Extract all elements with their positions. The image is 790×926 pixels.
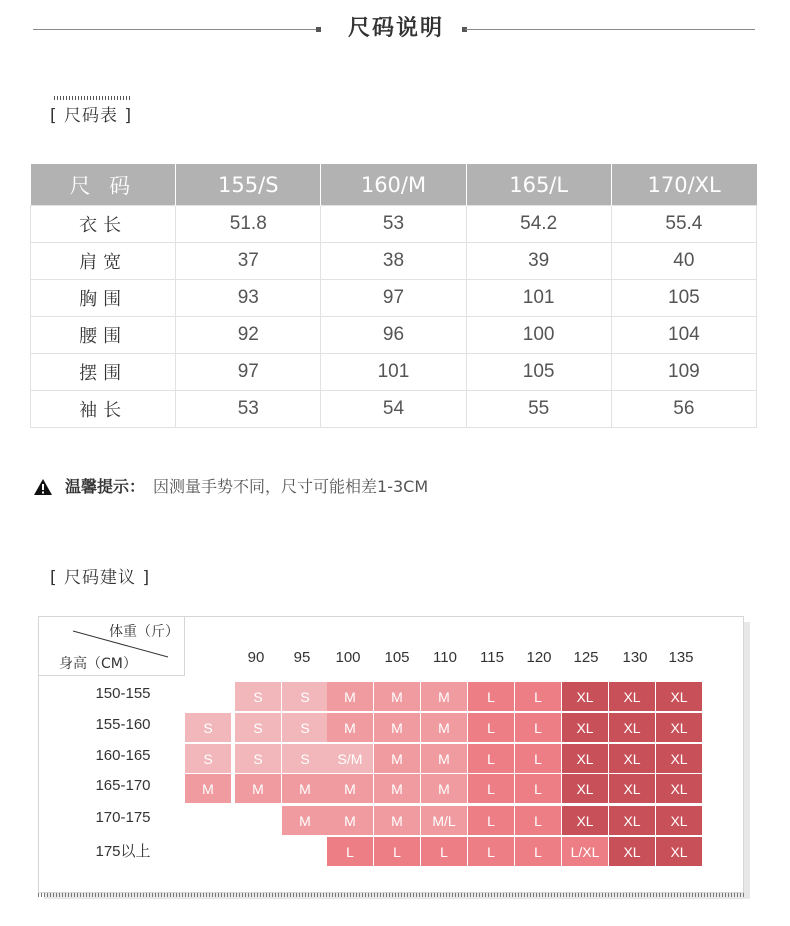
height-label: 150-155	[95, 685, 151, 702]
size-cell: M/L	[421, 806, 467, 835]
measurement-cell: 40	[611, 243, 756, 280]
measurement-cell: 101	[466, 280, 611, 317]
size-cell: L/XL	[562, 837, 608, 866]
size-table-label: [ 尺码表 ]	[50, 106, 133, 126]
measurement-cell: 105	[611, 280, 756, 317]
size-cell: XL	[562, 744, 608, 773]
measurement-cell: 53	[176, 391, 321, 428]
height-label: 165-170	[95, 777, 151, 794]
measurement-cell: 92	[176, 317, 321, 354]
row-header: 衣长	[31, 206, 176, 243]
page-title: 尺码说明	[347, 16, 444, 41]
size-cell: S	[282, 744, 328, 773]
size-cell: XL	[609, 774, 655, 803]
weight-label: 110	[433, 649, 457, 666]
weight-label: 120	[526, 649, 552, 666]
size-cell: M	[421, 713, 467, 742]
size-table	[30, 164, 757, 428]
warning-triangle-icon	[33, 478, 53, 496]
weight-axis-label: 体重（斤）	[109, 624, 179, 640]
size-cell: M	[327, 806, 373, 835]
section-dots	[54, 96, 132, 100]
height-axis-label: 身高（CM）	[59, 656, 137, 672]
tip-line	[33, 476, 428, 498]
size-cell: S/M	[327, 744, 373, 773]
height-label: 155-160	[95, 716, 151, 733]
size-table-row	[31, 206, 757, 243]
size-cell: M	[374, 806, 420, 835]
size-cell: L	[468, 774, 514, 803]
size-cell: XL	[656, 713, 702, 742]
col-header-165l: 165/L	[466, 164, 611, 206]
row-header: 腰围	[31, 317, 176, 354]
size-cell: L	[515, 744, 561, 773]
panel-bottom-dots	[38, 893, 744, 897]
height-label: 170-175	[95, 809, 151, 826]
measurement-cell: 54.2	[466, 206, 611, 243]
measurement-cell: 56	[611, 391, 756, 428]
row-header: 胸围	[31, 280, 176, 317]
chart-corner-header	[39, 617, 185, 676]
col-header-170xl: 170/XL	[611, 164, 756, 206]
weight-label: 90	[247, 649, 265, 666]
size-cell: M	[421, 682, 467, 711]
size-recommendation-chart	[38, 616, 744, 893]
weight-label: 100	[335, 649, 361, 666]
tip-label: 温馨提示：	[65, 477, 146, 496]
col-header-160m: 160/M	[321, 164, 466, 206]
size-cell: M	[235, 774, 281, 803]
size-cell: L	[515, 774, 561, 803]
size-cell: M	[374, 682, 420, 711]
size-cell: S	[185, 744, 231, 773]
measurement-cell: 93	[176, 280, 321, 317]
size-cell: L	[468, 682, 514, 711]
size-cell: S	[235, 682, 281, 711]
row-header: 摆围	[31, 354, 176, 391]
header-square-left	[316, 27, 321, 32]
size-cell: XL	[609, 682, 655, 711]
size-cell: XL	[609, 713, 655, 742]
size-cell: XL	[609, 806, 655, 835]
height-label: 175以上	[95, 843, 151, 860]
size-cell: XL	[609, 744, 655, 773]
recommend-label: [ 尺码建议 ]	[50, 568, 151, 588]
row-header: 袖长	[31, 391, 176, 428]
tip-text: 因测量手势不同，尺寸可能相差1-3CM	[153, 477, 429, 496]
size-cell: M	[282, 774, 328, 803]
measurement-cell: 100	[466, 317, 611, 354]
size-cell: XL	[609, 837, 655, 866]
size-cell: XL	[656, 806, 702, 835]
size-cell: M	[185, 774, 231, 803]
size-cell: XL	[656, 744, 702, 773]
size-cell: L	[468, 806, 514, 835]
row-header: 肩宽	[31, 243, 176, 280]
header-rule-left	[33, 29, 319, 30]
measurement-cell: 38	[321, 243, 466, 280]
weight-label: 135	[668, 649, 694, 666]
size-cell: S	[235, 744, 281, 773]
size-cell: L	[327, 837, 373, 866]
size-cell: M	[374, 713, 420, 742]
measurement-cell: 54	[321, 391, 466, 428]
size-cell: L	[421, 837, 467, 866]
measurement-cell: 97	[321, 280, 466, 317]
weight-label: 115	[480, 649, 504, 666]
measurement-cell: 53	[321, 206, 466, 243]
measurement-cell: 51.8	[176, 206, 321, 243]
size-cell: XL	[656, 837, 702, 866]
measurement-cell: 97	[176, 354, 321, 391]
measurement-cell: 39	[466, 243, 611, 280]
size-cell: XL	[562, 682, 608, 711]
weight-label: 130	[622, 649, 648, 666]
size-cell: L	[515, 837, 561, 866]
measurement-cell: 104	[611, 317, 756, 354]
size-cell: M	[421, 744, 467, 773]
measurement-cell: 101	[321, 354, 466, 391]
measurement-cell: 55.4	[611, 206, 756, 243]
size-cell: S	[185, 713, 231, 742]
size-cell: L	[468, 837, 514, 866]
weight-label: 105	[384, 649, 410, 666]
size-cell: M	[327, 774, 373, 803]
size-cell: L	[374, 837, 420, 866]
size-cell: M	[327, 713, 373, 742]
measurement-cell: 96	[321, 317, 466, 354]
size-cell: L	[515, 806, 561, 835]
size-table-row	[31, 354, 757, 391]
size-cell: L	[468, 744, 514, 773]
size-cell: XL	[562, 713, 608, 742]
measurement-cell: 105	[466, 354, 611, 391]
size-cell: L	[515, 713, 561, 742]
col-header-size: 尺 码	[31, 164, 176, 206]
size-cell: XL	[562, 774, 608, 803]
measurement-cell: 109	[611, 354, 756, 391]
col-header-155s: 155/S	[176, 164, 321, 206]
size-cell: XL	[656, 774, 702, 803]
height-label: 160-165	[95, 747, 151, 764]
size-cell: S	[282, 682, 328, 711]
measurement-cell: 37	[176, 243, 321, 280]
size-cell: XL	[656, 682, 702, 711]
size-table-header-row	[31, 164, 757, 206]
size-cell: L	[468, 713, 514, 742]
size-table-row	[31, 280, 757, 317]
size-cell: M	[374, 774, 420, 803]
weight-label: 125	[573, 649, 599, 666]
weight-label: 95	[293, 649, 311, 666]
size-cell: M	[421, 774, 467, 803]
size-table-row	[31, 391, 757, 428]
size-cell: M	[374, 744, 420, 773]
size-cell: M	[327, 682, 373, 711]
size-cell: M	[282, 806, 328, 835]
size-table-row	[31, 317, 757, 354]
size-cell: L	[515, 682, 561, 711]
size-table-row	[31, 243, 757, 280]
size-cell: S	[235, 713, 281, 742]
size-cell: S	[282, 713, 328, 742]
header-rule-right	[465, 29, 755, 30]
measurement-cell: 55	[466, 391, 611, 428]
size-cell: XL	[562, 806, 608, 835]
